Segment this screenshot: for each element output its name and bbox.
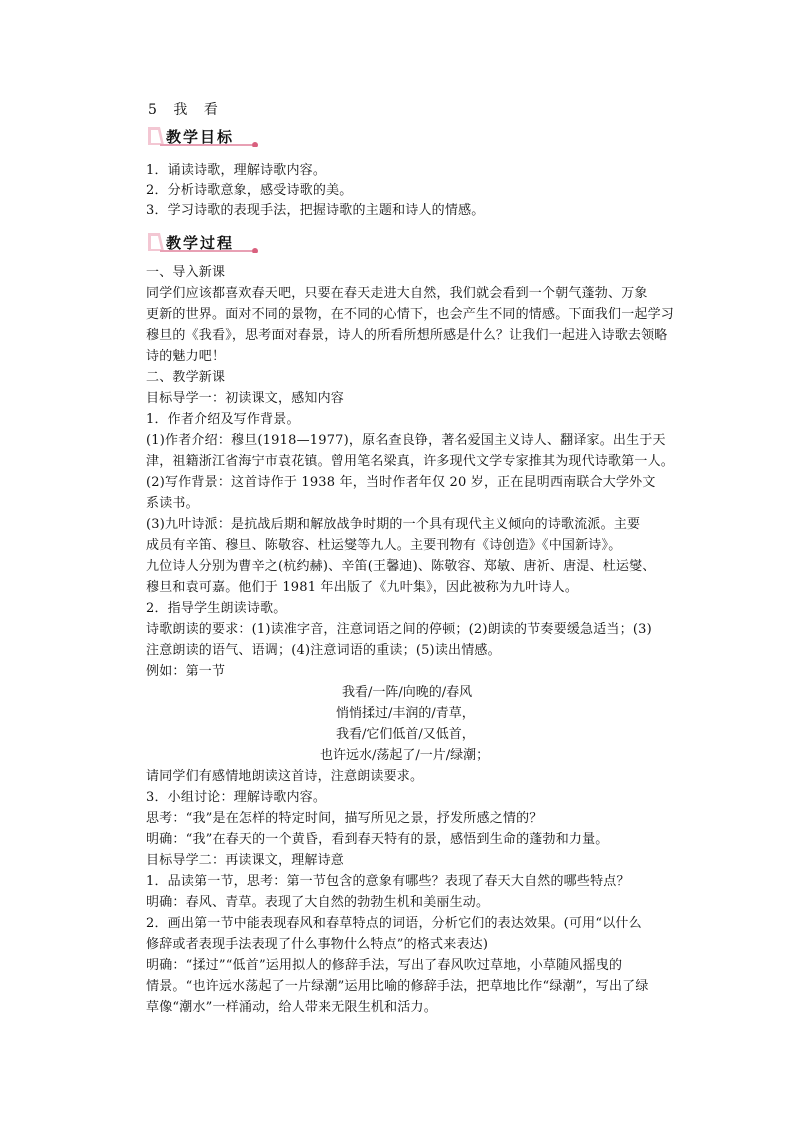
text-line: 成员有辛笛、穆旦、陈敬容、杜运燮等九人。主要刊物有《诗创造》《中国新诗》。	[146, 538, 622, 553]
text-line: 更新的世界。面对不同的景物，在不同的心情下，也会产生不同的情感。下面我们一起学习	[146, 307, 675, 322]
text-line: 注意朗读的语气、语调；(4)注意词语的重读；(5)读出情感。	[146, 643, 501, 658]
text-line: 修辞或者表现手法表现了什么事物什么特点”的格式来表达)	[146, 937, 489, 952]
text-line: 穆旦的《我看》，思考面对春景，诗人的所看所想所感是什么？让我们一起进入诗歌去领略	[146, 328, 668, 343]
section-title: 教学过程	[166, 234, 235, 252]
poem-line: 悄悄揉过/丰润的/青草，	[336, 706, 475, 721]
heading-line: 一、导入新课	[146, 265, 226, 280]
text-line: 穆旦和袁可嘉。他们于 1981 年出版了《九叶集》，因此被称为九叶诗人。	[146, 580, 579, 595]
text-line: 明确：“我”在春天的一个黄昏，看到春天特有的景，感悟到生命的蓬勃和力量。	[146, 832, 609, 847]
section-title: 教学目标	[166, 128, 235, 146]
text-line: 例如：第一节	[146, 664, 226, 679]
text-line: (1)作者介绍：穆旦(1918—1977)，原名查良铮，著名爱国主义诗人、翻译家。出生于天	[146, 433, 666, 448]
text-line: 请同学们有感情地朗读这首诗，注意朗读要求。	[146, 769, 424, 784]
goal-item: 1．诵读诗歌，理解诗歌内容。	[146, 163, 327, 178]
lesson-title-char: 我	[173, 102, 189, 118]
subheading-line: 目标导学一：初读课文，感知内容	[146, 391, 345, 406]
text-line: 情景。“也许远水荡起了一片绿潮”运用比喻的修辞手法，把草地比作“绿潮”，写出了绿	[146, 979, 649, 994]
heading-line: 二、教学新课	[146, 370, 226, 385]
poem-line: 我看/它们低首/又低首，	[336, 727, 475, 742]
text-line: 九位诗人分别为曹辛之(杭约赫)、辛笛(王馨迪)、陈敬容、郑敏、唐祈、唐湜、杜运燮、	[146, 559, 656, 574]
text-line: 2．指导学生朗读诗歌。	[146, 601, 287, 616]
lesson-title	[148, 99, 229, 119]
text-line: 明确：“揉过”“低首”运用拟人的修辞手法，写出了春风吹过草地，小草随风摇曳的	[146, 958, 623, 973]
lesson-number: 5	[148, 102, 158, 118]
text-line: 同学们应该都喜欢春天吧，只要在春天走进大自然，我们就会看到一个朝气蓬勃、万象	[146, 286, 648, 301]
text-line: (2)写作背景：这首诗作于 1938 年，当时作者年仅 20 岁，正在昆明西南联合大学外文	[146, 475, 656, 490]
text-line: 诗歌朗读的要求：(1)读准字音，注意词语之间的停顿；(2)朗读的节奏要缓急适当；(3)	[146, 622, 652, 637]
text-line: 1．品读第一节，思考：第一节包含的意象有哪些？表现了春天大自然的哪些特点？	[146, 874, 630, 889]
poem-line: 也许远水/荡起了/一片/绿潮；	[320, 748, 490, 763]
goal-item: 2．分析诗歌意象，感受诗歌的美。	[146, 183, 353, 198]
text-line: 草像“潮水”一样涌动，给人带来无限生机和活力。	[146, 1000, 437, 1015]
text-line: 1．作者介绍及写作背景。	[146, 412, 300, 427]
lesson-title-char: 看	[203, 102, 219, 118]
poem-line: 我看/一阵/向晚的/春风	[342, 685, 473, 700]
text-line: 明确：春风、青草。表现了大自然的勃勃生机和美丽生动。	[146, 895, 490, 910]
text-line: (3)九叶诗派：是抗战后期和解放战争时期的一个具有现代主义倾向的诗歌流派。主要	[146, 517, 641, 532]
text-line: 系读书。	[146, 496, 199, 511]
text-line: 津，祖籍浙江省海宁市袁花镇。曾用笔名梁真，许多现代文学专家推其为现代诗歌第一人。	[146, 454, 675, 469]
section-banner-goals	[146, 125, 262, 147]
goal-item: 3．学习诗歌的表现手法，把握诗歌的主题和诗人的情感。	[146, 203, 485, 218]
text-line: 2．画出第一节中能表现春风和春草特点的词语，分析它们的表达效果。(可用“以什么	[146, 916, 642, 931]
text-line: 3．小组讨论：理解诗歌内容。	[146, 790, 327, 805]
text-line: 思考：“我”是在怎样的特定时间，描写所见之景，抒发所感之情的？	[146, 811, 543, 826]
text-line: 诗的魅力吧！	[146, 349, 226, 364]
section-banner-process	[146, 231, 262, 253]
subheading-line: 目标导学二：再读课文，理解诗意	[146, 853, 345, 868]
